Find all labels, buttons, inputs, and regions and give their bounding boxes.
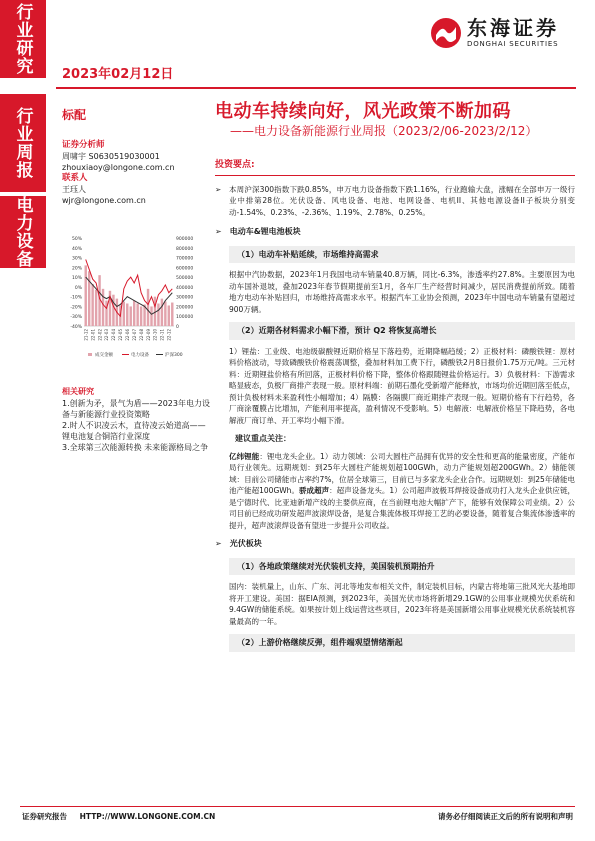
left-axis-tick-label: -20%: [70, 305, 82, 311]
contact-name: 王珏人: [62, 185, 86, 194]
pv-paragraph-1: 国内：装机量上，山东、广东、河北等地发布相关文件，制定装机目标，内蒙古将地第三批风光大基地即将开工建设。美国：据EIA预测，到2023年，美国光伏市场将新增29.1GW的公用事业规模光伏系统和9.4GW的储能系统。如果按计划上线运营这些项目，2023年将是美国新增公用事业规模光伏系统装机容量最高的一年。: [229, 582, 575, 626]
turnover-bar: [164, 302, 166, 326]
arrow-bullet-icon: ➢: [215, 184, 222, 194]
left-axis-tick-label: 30%: [71, 256, 82, 262]
side-tab-power-equipment-label: 电力设备: [12, 196, 33, 268]
overview-text: 本周沪深300指数下跌0.85%，申万电力设备指数下跌1.16%，行业跑输大盘，涨幅在全部申万一级行业中排第28位。光伏设备、风电设备、电池、电网设备、电机II、其他电源设备II子板块分别变动-1.54%、0.23%、-2.36%、1.19%、2.78%、0.25%。: [229, 184, 575, 217]
footer-disclaimer: 请务必仔细阅读正文后的所有说明和声明: [438, 812, 573, 821]
right-axis-tick-label: 800000: [176, 246, 194, 252]
footer-label: 证券研究报告: [22, 812, 67, 821]
ev-section-heading: [215, 226, 575, 238]
company-logo: [430, 17, 559, 49]
overview-paragraph: [215, 184, 575, 219]
left-axis-tick-label: 20%: [71, 266, 82, 272]
footer-divider: [20, 806, 575, 807]
x-axis-tick-label: 22-08: [138, 329, 144, 341]
industry-rating: 标配: [62, 108, 87, 122]
x-axis-tick-label: 22-07: [131, 329, 137, 341]
x-axis-tick-label: 22-01: [90, 329, 96, 341]
turnover-bar: [126, 304, 128, 326]
report-subtitle: ——电力设备新能源行业周报（2023/2/06-2023/2/12）: [230, 124, 538, 138]
header-divider: [56, 87, 576, 89]
logo-english-name: DONGHAI SECURITIES: [467, 40, 559, 48]
turnover-bar: [140, 306, 142, 326]
stock-name: 亿纬锂能: [229, 451, 260, 461]
side-tab-power-equipment: [0, 196, 46, 268]
left-axis-tick-label: 40%: [71, 246, 82, 252]
turnover-bar: [95, 290, 97, 326]
pv-sub-heading-1: （1）各地政策继续对光伏装机支持，美国装机预期抬升: [229, 558, 575, 576]
contact-label: 联系人: [62, 173, 88, 183]
legend-label: 沪深300: [165, 353, 183, 358]
turnover-bar: [102, 289, 104, 326]
left-axis-tick-label: -30%: [70, 315, 82, 321]
turnover-bar: [136, 304, 138, 326]
left-axis-tick-label: -10%: [70, 295, 82, 301]
pv-section-title: 光伏板块: [229, 539, 262, 548]
stock-description: ：超声设备龙头。1）公司超声波极耳焊接设备成功打入龙头企业供应链，是宁德时代、比亚迪新增产线的主要供应商，在当前锂电池大幅扩产下，能够有效保障公司业绩。2）公司目前已经成功研发超声波滚焊设备，是复合集流体极耳焊接工艺的必要设备，随着复合集流体渗透率的提升，超声波滚焊设备有望进一步提升公司收益。: [229, 486, 575, 530]
chart-svg: [62, 232, 202, 362]
x-axis-tick-label: 22-02: [97, 329, 103, 341]
turnover-bar: [123, 302, 125, 326]
ev-paragraph-1: 根据中汽协数据，2023年1月我国电动车销量40.8万辆，同比-6.3%，渗透率约27.8%。主要原因为电动车国补退坡，叠加2023年春节假期提前至1月，各车厂生产经营时间减少，居民消费提前所致。随着地方电动车补贴回归，市场维持高需求水平。根据汽车工业协会预测，2023年中国电动车销量有望超过900万辆。: [229, 270, 575, 314]
left-axis-tick-label: -40%: [70, 325, 82, 330]
right-axis-tick-label: 400000: [176, 285, 194, 291]
right-axis-tick-label: 600000: [176, 266, 194, 272]
turnover-bar: [112, 295, 114, 326]
x-axis-tick-label: 22-03: [104, 329, 110, 341]
left-axis-tick-label: 0%: [74, 285, 82, 291]
right-axis-tick-label: 700000: [176, 256, 194, 262]
x-axis-tick-label: 22-04: [111, 329, 117, 341]
x-axis-tick-label: 22-09: [145, 329, 151, 341]
side-tab-weekly: [0, 94, 46, 192]
index-performance-chart: [62, 232, 202, 362]
footer-url[interactable]: HTTP://WWW.LONGONE.COM.CN: [79, 812, 216, 821]
left-axis-tick-label: 10%: [71, 276, 82, 282]
turnover-bar: [161, 299, 163, 326]
logo-chinese-name: 东海证券: [467, 16, 559, 40]
side-tab-industry-research-label: 行业研究: [12, 3, 33, 75]
side-tab-industry-research: [0, 0, 46, 78]
pv-section-heading: [215, 538, 575, 550]
x-axis-tick-label: 22-05: [118, 329, 124, 341]
logo-mark-icon: [430, 17, 462, 49]
right-axis-tick-label: 900000: [176, 237, 194, 242]
key-stocks-heading: 建议重点关注：: [235, 434, 291, 443]
related-research-item[interactable]: 2.时人不识凌云木，直待凌云始道高——锂电池复合铜箔行业深度: [62, 421, 206, 441]
report-date: 2023年02月12日: [62, 67, 174, 82]
related-research-heading: 相关研究: [62, 387, 94, 396]
legend-swatch: [88, 353, 92, 356]
analyst-info: [62, 140, 182, 206]
turnover-bar: [157, 304, 159, 326]
turnover-bar: [91, 284, 93, 326]
x-axis-tick-label: 21-12: [83, 329, 89, 341]
arrow-bullet-icon: ➢: [215, 227, 222, 236]
legend-label: 电力设备: [131, 353, 149, 358]
side-tab-weekly-label: 行业周报: [12, 107, 33, 179]
turnover-bar: [150, 306, 152, 326]
arrow-bullet-icon: ➢: [215, 539, 222, 548]
x-axis-tick-label: 22-10: [152, 329, 158, 341]
footer-left: [22, 811, 215, 822]
x-axis-tick-label: 22-11: [159, 329, 165, 341]
ev-sub-heading-2: （2）近期各材料需求小幅下滑，预计 Q2 将恢复高增长: [229, 322, 575, 340]
related-research-item[interactable]: 3.全球第三次能源转换 未来能源格局之争: [62, 443, 209, 452]
turnover-bar: [168, 305, 170, 326]
analyst-email: zhouxiaoy@longone.com.cn: [62, 163, 175, 172]
x-axis-tick-label: 22-12: [166, 329, 172, 341]
analyst-label: 证券分析师: [62, 140, 105, 150]
turnover-bar: [147, 289, 149, 326]
ev-paragraph-2: 1）锂盐：工业级、电池级碳酸锂近期价格呈下落趋势，近期降幅趋缓；2）正极材料：磷酸铁锂：原材料价格波动，导致磷酸铁价格震荡调整，叠加材料加工费下行，磷酸铁2月8日报价1.75万元/吨。三元材料：近期锂盐价格有所回落，正极材料价格下降，整体价格跟随锂盐价格运行。3）负极材料：下游需求略显疲态，负极厂商排产表现一般。原材料端：前期石墨化受新增产能释放，市场均价近期回落至低点，预计负极材料未来盈利性小幅增加；4）隔膜：各隔膜厂商近期排产表现一般。短期价格有下行趋势，各厂商涂覆膜占比增加，产能利用率提高，盈利情况不受影响。5）电解液：电解液价格呈下降趋势，各电解液厂商订单、开工率均小幅下滑。: [229, 346, 575, 425]
left-axis-tick-label: 50%: [71, 237, 82, 242]
turnover-bar: [133, 301, 135, 326]
stock-description: ：锂电龙头企业。1）动力领域：公司大圆柱产品拥有优异的安全性和更高的能量密度，产能布局行业领先。远期规划：到25年大圆柱产能规划超100GWh，动力产能规划超200GWh。2）储能领域：目前公司储能市占率约7%，位居全球第三，目前已与多家龙头企业合作。远期规划：到25年储能电池产能超100GWh。: [229, 451, 576, 495]
key-points-heading: 投资要点:: [215, 160, 575, 176]
turnover-bar: [85, 265, 87, 326]
related-research: [62, 386, 210, 453]
ev-section-title: 电动车&锂电池板块: [229, 227, 301, 236]
legend-label: 成交金额: [95, 353, 113, 358]
stock-name: 骄成超声: [299, 486, 330, 495]
report-title: 电动车持续向好，风光政策不断加码: [215, 101, 511, 122]
related-research-item[interactable]: 1.创新为矛，景气为盾——2023年电力设备与新能源行业投资策略: [62, 399, 210, 419]
right-axis-tick-label: 100000: [176, 315, 194, 321]
main-content: [215, 160, 575, 652]
pv-sub-heading-2: （2）上游价格继续反弹，组件端观望情绪渐起: [229, 634, 575, 652]
contact-email: wjr@longone.com.cn: [62, 196, 146, 205]
x-axis-tick-label: 22-06: [125, 329, 130, 341]
right-axis-tick-label: 500000: [176, 276, 194, 282]
analyst-name: 周啸宇 S0630519030001: [62, 152, 160, 161]
stock-paragraph: [215, 451, 575, 532]
turnover-bar: [130, 306, 132, 326]
ev-sub-heading-1: （1）电动车补贴延续，市场维持高需求: [229, 246, 575, 264]
right-axis-tick-label: 0: [176, 325, 179, 330]
turnover-bar: [171, 303, 173, 326]
right-axis-tick-label: 300000: [176, 295, 194, 301]
right-axis-tick-label: 200000: [176, 305, 194, 311]
